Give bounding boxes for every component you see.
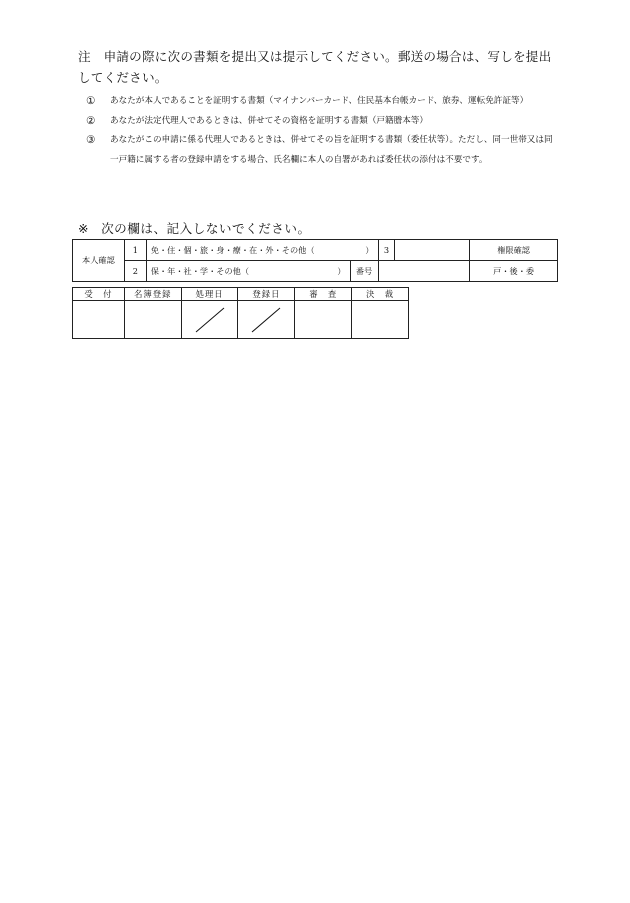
required-documents-list: [86, 92, 556, 170]
item-number: ②: [86, 114, 96, 127]
slash-mark: [248, 306, 284, 334]
header-reception: 受 付: [73, 288, 125, 301]
item-text: あなたが法定代理人であるときは、併せてその資格を証明する書類（戸籍謄本等）: [110, 115, 428, 126]
review-cell: [295, 301, 352, 339]
row1-options: 免・住・個・旅・身・療・在・外・その他（: [150, 244, 315, 255]
row2-close-paren: ）: [337, 265, 346, 276]
item-text: あなたがこの申請に係る代理人であるときは、併せてその旨を証明する書類（委任状等）。ただし、同一世帯又は同一戸籍に属する者の登録申請をする場合、氏名欄に本人の自署があれば委任状の添付は不要です。: [110, 135, 553, 165]
row2-options: 保・年・社・学・その他（: [150, 265, 250, 276]
identity-check-table: [72, 239, 558, 282]
row1-number-3: 3: [378, 240, 395, 261]
reception-cell: [73, 301, 125, 339]
note-text: 申請の際に次の書類を提出又は提示してください。郵送の場合は、写しを提出してください。: [78, 49, 552, 85]
number-blank: [378, 261, 470, 282]
header-processing-date: 処理日: [181, 288, 238, 301]
number-label: 番号: [350, 261, 378, 282]
row1-documents: [146, 240, 378, 261]
row2-documents: [146, 261, 350, 282]
list-item: [86, 92, 556, 112]
list-item: [86, 131, 556, 170]
list-item: [86, 112, 556, 132]
row1-blank: [395, 240, 470, 261]
slash-mark: [192, 306, 228, 334]
approval-cell: [352, 301, 409, 339]
processing-table: [72, 287, 409, 339]
item-number: ③: [86, 134, 96, 147]
processing-date-cell: [181, 301, 238, 339]
identity-label: 本人確認: [73, 240, 125, 282]
authority-label: 権限確認: [470, 240, 558, 261]
registration-date-cell: [238, 301, 295, 339]
authority-options: 戸・後・委: [470, 261, 558, 282]
header-approval: 決 裁: [352, 288, 409, 301]
row1-close-paren: ）: [365, 244, 374, 255]
header-registration-date: 登録日: [238, 288, 295, 301]
registry-cell: [124, 301, 181, 339]
warning-text: 次の欄は、記入しないでください。: [101, 221, 311, 236]
reference-mark: ※: [78, 221, 90, 236]
office-use-warning: [78, 218, 311, 237]
submission-note: [78, 46, 558, 88]
item-text: あなたが本人であることを証明する書類（マイナンバーカード、住民基本台帳カード、旅券、運転免許証等）: [110, 96, 529, 106]
header-review: 審 査: [295, 288, 352, 301]
row1-number: 1: [124, 240, 146, 261]
row2-number: 2: [124, 261, 146, 282]
item-number: ①: [86, 95, 96, 107]
note-lead: 注: [78, 49, 91, 64]
header-registry: 名簿登録: [124, 288, 181, 301]
